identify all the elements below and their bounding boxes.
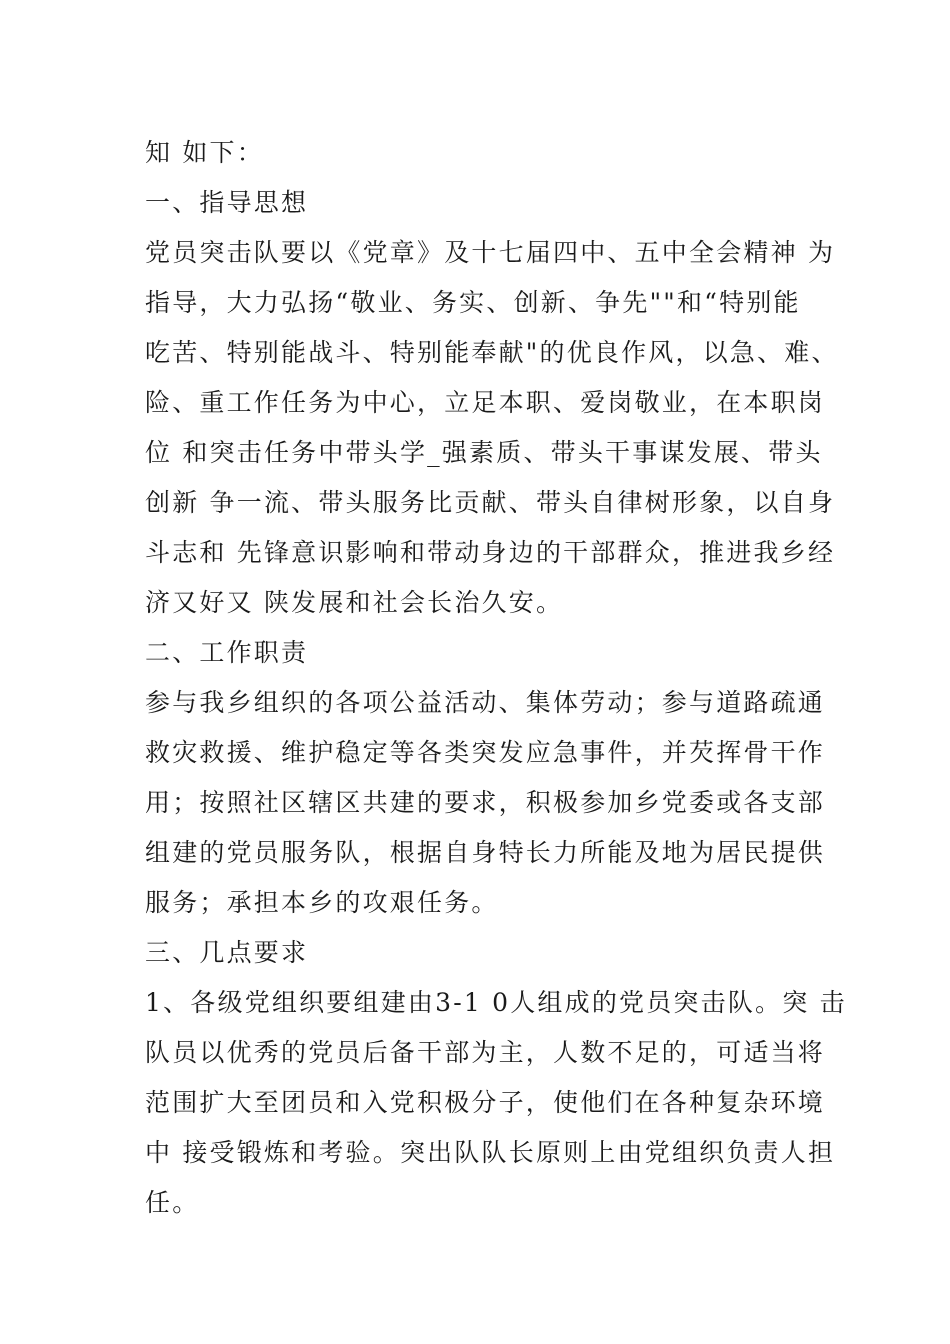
heading-guiding-thought: 一、指导思想 (145, 188, 309, 217)
paragraph-line: 党员突击队要以《党章》及十七届四中、五中全会精神 为 (145, 238, 836, 267)
paragraph-line: 位 和突击任务中带头学_强素质、带头干事谋发展、带头 (145, 438, 823, 467)
paragraph-line: 服务；承担本乡的攻艰任务。 (145, 888, 499, 917)
paragraph-line: 吃苦、特别能战斗、特别能奉献"的优良作风，以急、难、 (145, 338, 839, 367)
paragraph-line: 队员以优秀的党员后备干部为主，人数不足的，可适当将 (145, 1038, 826, 1067)
paragraph-line: 斗志和 先锋意识影响和带动身边的干部群众，推进我乡经 (145, 538, 836, 567)
text-line-intro: 知 如下： (145, 138, 264, 167)
paragraph-line: 参与我乡组织的各项公益活动、集体劳动；参与道路疏通 (145, 688, 826, 717)
paragraph-line: 救灾救援、维护稳定等各类突发应急事件，并芡挥骨干作 (145, 738, 826, 767)
paragraph-line: 用；按照社区辖区共建的要求，积极参加乡党委或各支部 (145, 788, 826, 817)
document-body (145, 128, 847, 1228)
paragraph-line: 任。 (145, 1188, 200, 1217)
paragraph-line: 1、各级党组织要组建由3-1 0人组成的党员突击队。突 击 (145, 988, 847, 1017)
paragraph-line: 组建的党员服务队，根据自身特长力所能及地为居民提供 (145, 838, 826, 867)
paragraph-line: 济又好又 陕发展和社会长治久安。 (145, 588, 564, 617)
paragraph-line: 创新 争一流、带头服务比贡献、带头自律树形象，以自身 (145, 488, 836, 517)
paragraph-line: 险、重工作任务为中心，立足本职、爱岗敬业，在本职岗 (145, 388, 826, 417)
heading-requirements: 三、几点要求 (145, 938, 309, 967)
paragraph-line: 中 接受锻炼和考验。突出队队长原则上由党组织负责人担 (145, 1138, 836, 1167)
paragraph-line: 范围扩大至团员和入党积极分子，使他们在各种复杂环境 (145, 1088, 826, 1117)
paragraph-line: 指导，大力弘扬“敬业、务实、创新、争先""和“特别能 (145, 288, 801, 317)
heading-work-duties: 二、工作职责 (145, 638, 309, 667)
